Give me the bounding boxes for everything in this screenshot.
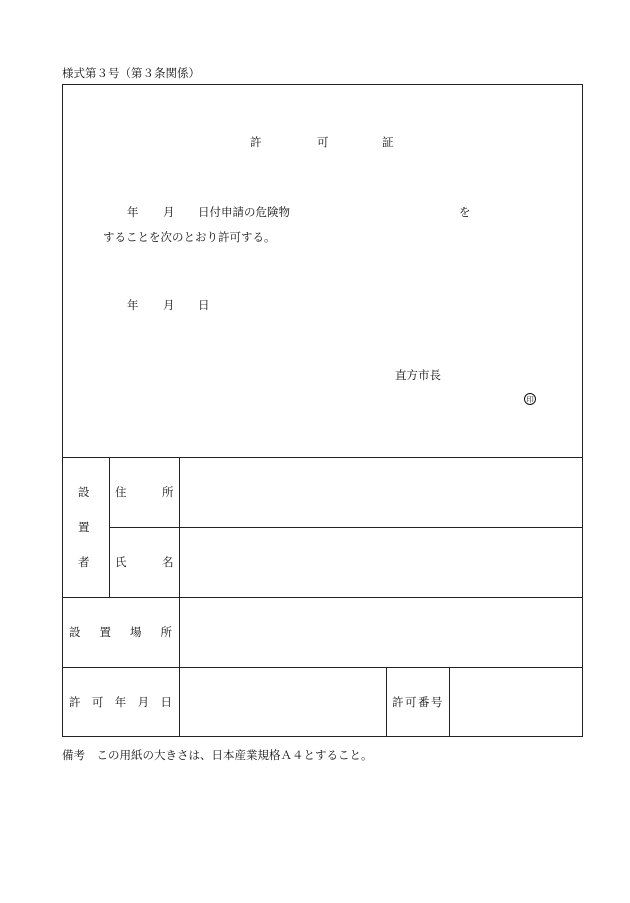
- name-field[interactable]: [180, 528, 582, 597]
- form-number: 様式第３号（第３条関係）: [62, 66, 200, 80]
- issue-year: 年: [127, 298, 139, 312]
- address-field[interactable]: [180, 458, 582, 527]
- address-label-char-1: 住: [115, 485, 127, 499]
- location-field[interactable]: [180, 598, 582, 667]
- permit-date-char-5: 日: [160, 695, 172, 709]
- body-month: 月: [163, 205, 175, 219]
- body-line-2: することを次のとおり許可する。: [103, 230, 276, 244]
- location-label-char-4: 所: [160, 625, 172, 639]
- location-label: [69, 627, 172, 639]
- permit-date-char-2: 可: [91, 695, 104, 709]
- name-label-char-1: 氏: [115, 555, 127, 569]
- title-char-1: 許: [250, 135, 262, 149]
- title-char-3: 証: [382, 135, 394, 149]
- permit-date-char-4: 月: [137, 695, 150, 709]
- installer-char-2: 置: [78, 520, 90, 534]
- body-day-applied: 日付申請の危険物: [198, 205, 290, 219]
- permit-number-label-left-line: [386, 667, 387, 737]
- installer-column-line: [109, 457, 110, 597]
- permit-number-label: 許可番号: [392, 695, 444, 709]
- body-wo: を: [459, 205, 471, 219]
- footnote: 備考 この用紙の大きさは、日本産業規格Ａ４とすること。: [62, 748, 373, 762]
- issue-month: 月: [163, 298, 175, 312]
- installer-char-1: 設: [78, 485, 90, 499]
- location-label-char-3: 場: [130, 625, 142, 639]
- address-label-char-2: 所: [162, 485, 174, 499]
- permit-number-field[interactable]: [450, 668, 582, 737]
- permit-date-char-3: 年: [114, 695, 127, 709]
- body-year: 年: [127, 205, 139, 219]
- seal-icon: 印: [524, 393, 536, 405]
- title-char-2: 可: [317, 135, 329, 149]
- installer-char-3: 者: [78, 555, 90, 569]
- permit-date-label: [69, 697, 172, 709]
- issue-day: 日: [198, 298, 210, 312]
- issuer-name: 直方市長: [395, 368, 441, 382]
- name-label-char-2: 名: [162, 555, 174, 569]
- permit-date-field[interactable]: [180, 668, 386, 737]
- location-label-char-1: 設: [69, 625, 81, 639]
- permit-date-char-1: 許: [69, 695, 81, 709]
- location-label-char-2: 置: [99, 625, 111, 639]
